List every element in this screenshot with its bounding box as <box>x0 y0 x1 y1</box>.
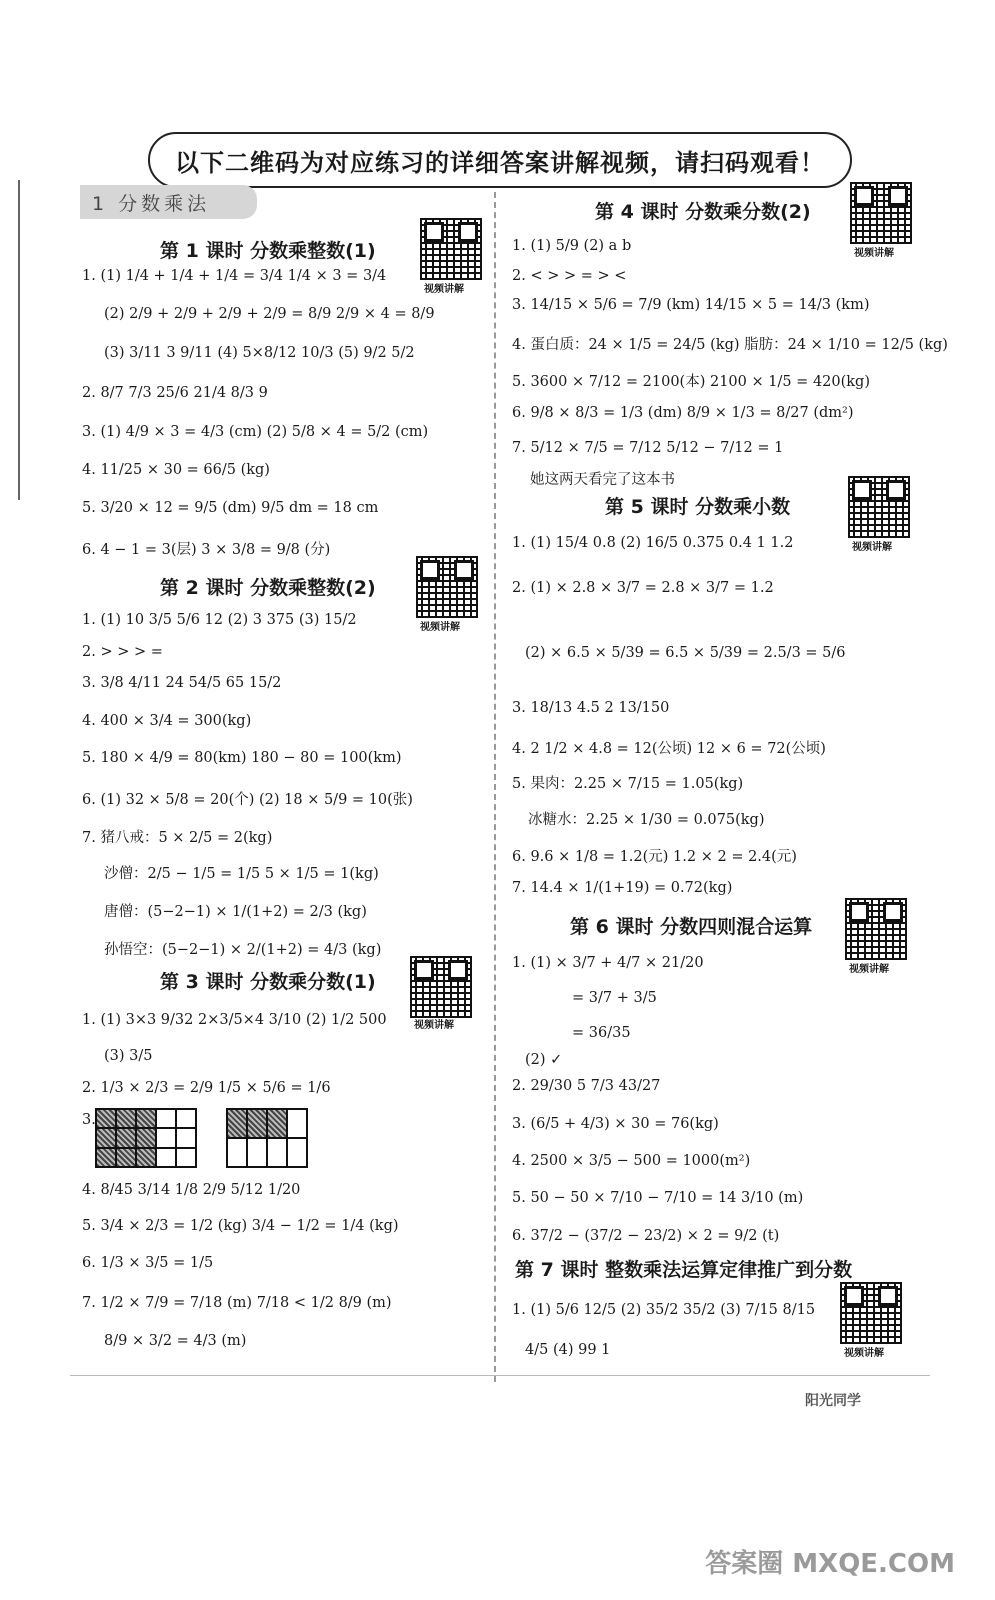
lesson-title-4: 第 4 课时 分数乘分数(2) <box>595 201 811 223</box>
answer-line: 2. (1) × 2.8 × 3/7 = 2.8 × 3/7 = 1.2 <box>512 580 774 596</box>
answer-line: 5. 果肉：2.25 × 7/15 = 1.05(kg) <box>512 776 744 792</box>
answer-line: 1. (1) 1/4 + 1/4 + 1/4 = 3/4 1/4 × 3 = 3/4 <box>82 268 387 284</box>
qr-label: 视频讲解 <box>849 964 889 975</box>
banner: 以下二维码为对应练习的详细答案讲解视频，请扫码观看！ <box>148 132 852 188</box>
qr-code-icon[interactable] <box>420 218 482 280</box>
answer-line: 4/5 (4) 99 1 <box>525 1342 611 1358</box>
lesson-title-7: 第 7 课时 整数乘法运算定律推广到分数 <box>515 1259 853 1281</box>
answer-line: 她这两天看完了这本书 <box>530 472 675 488</box>
answer-line: 4. 2 1/2 × 4.8 = 12(公顷) 12 × 6 = 72(公顷) <box>512 741 826 757</box>
answer-line: 6. 37/2 − (37/2 − 23/2) × 2 = 9/2 (t) <box>512 1228 780 1244</box>
answer-line: 2. 8/7 7/3 25/6 21/4 8/3 9 <box>82 385 268 401</box>
qr-code-icon[interactable] <box>416 556 478 618</box>
answer-line: 3. (1) 4/9 × 3 = 4/3 (cm) (2) 5/8 × 4 = 5/2 (cm) <box>82 424 429 440</box>
lesson-title-6: 第 6 课时 分数四则混合运算 <box>570 916 813 938</box>
answer-line: 5. 180 × 4/9 = 80(km) 180 − 80 = 100(km) <box>82 750 402 766</box>
column-divider <box>494 192 496 1382</box>
qr-label: 视频讲解 <box>844 1348 884 1359</box>
answer-line: 5. 3600 × 7/12 = 2100(本) 2100 × 1/5 = 420(kg) <box>512 374 870 390</box>
qr-label: 视频讲解 <box>854 248 894 259</box>
answer-line: 7. 1/2 × 7/9 = 7/18 (m) 7/18 < 1/2 8/9 (m) <box>82 1295 392 1311</box>
shaded-grid-1 <box>95 1108 197 1168</box>
answer-line: 4. 2500 × 3/5 − 500 = 1000(m²) <box>512 1153 751 1169</box>
answer-line: 4. 400 × 3/4 = 300(kg) <box>82 713 252 729</box>
answer-line: 孙悟空：(5−2−1) × 2/(1+2) = 4/3 (kg) <box>104 942 382 958</box>
answer-line: 2. > > > = <box>82 644 163 660</box>
qr-label: 视频讲解 <box>852 542 892 553</box>
answer-line: (2) × 6.5 × 5/39 = 6.5 × 5/39 = 2.5/3 = 5/6 <box>525 645 846 661</box>
footer-divider <box>70 1375 930 1376</box>
answer-line: 5. 50 − 50 × 7/10 − 7/10 = 14 3/10 (m) <box>512 1190 804 1206</box>
shaded-grid-2 <box>226 1108 308 1168</box>
answer-line: 7. 猪八戒：5 × 2/5 = 2(kg) <box>82 830 273 846</box>
answer-line: 6. (1) 32 × 5/8 = 20(个) (2) 18 × 5/9 = 10(张) <box>82 792 413 808</box>
unit-title: 1 分数乘法 <box>80 185 257 219</box>
qr-code-icon[interactable] <box>845 898 907 960</box>
answer-line: 8/9 × 3/2 = 4/3 (m) <box>104 1333 247 1349</box>
binding-mark <box>18 180 22 500</box>
answer-line: 唐僧：(5−2−1) × 1/(1+2) = 2/3 (kg) <box>104 904 367 920</box>
answer-line: (2) 2/9 + 2/9 + 2/9 + 2/9 = 8/9 2/9 × 4 = 8/9 <box>104 306 435 322</box>
answer-line: 7. 5/12 × 7/5 = 7/12 5/12 − 7/12 = 1 <box>512 440 784 456</box>
answer-line: 1. (1) 3×3 9/32 2×3/5×4 3/10 (2) 1/2 500 <box>82 1012 387 1028</box>
brand-logo: 阳光同学 <box>805 1393 861 1409</box>
answer-line: 3. 14/15 × 5/6 = 7/9 (km) 14/15 × 5 = 14/3 (km) <box>512 297 870 313</box>
answer-line: (3) 3/11 3 9/11 (4) 5×8/12 10/3 (5) 9/2 5/2 <box>104 345 415 361</box>
qr-code-icon[interactable] <box>840 1282 902 1344</box>
answer-line: 3. 18/13 4.5 2 13/150 <box>512 700 670 716</box>
lesson-title-3: 第 3 课时 分数乘分数(1) <box>160 971 376 993</box>
answer-line: 4. 11/25 × 30 = 66/5 (kg) <box>82 462 270 478</box>
answer-line: 3. <box>82 1112 96 1128</box>
qr-code-icon[interactable] <box>410 956 472 1018</box>
lesson-title-5: 第 5 课时 分数乘小数 <box>605 496 791 518</box>
answer-line: (3) 3/5 <box>104 1048 153 1064</box>
qr-code-icon[interactable] <box>850 182 912 244</box>
answer-line: 4. 蛋白质：24 × 1/5 = 24/5 (kg) 脂肪：24 × 1/10 = 12/5 (kg) <box>512 337 948 353</box>
answer-line: 6. 1/3 × 3/5 = 1/5 <box>82 1255 214 1271</box>
answer-line: 2. 1/3 × 2/3 = 2/9 1/5 × 5/6 = 1/6 <box>82 1080 331 1096</box>
answer-line: 2. 29/30 5 7/3 43/27 <box>512 1078 661 1094</box>
answer-line: = 36/35 <box>572 1025 631 1041</box>
answer-line: 6. 4 − 1 = 3(层) 3 × 3/8 = 9/8 (分) <box>82 542 331 558</box>
answer-line: 冰糖水：2.25 × 1/30 = 0.075(kg) <box>528 812 765 828</box>
answer-line: 6. 9/8 × 8/3 = 1/3 (dm) 8/9 × 1/3 = 8/27 (dm²) <box>512 405 854 421</box>
answer-line: 1. (1) 15/4 0.8 (2) 16/5 0.375 0.4 1 1.2 <box>512 535 794 551</box>
answer-line: 3. 3/8 4/11 24 54/5 65 15/2 <box>82 675 282 691</box>
answer-line: (2) ✓ <box>525 1052 563 1068</box>
site-watermark: 答案圈 MXQE.COM <box>705 1548 955 1579</box>
answer-line: 3. (6/5 + 4/3) × 30 = 76(kg) <box>512 1116 719 1132</box>
answer-line: 1. (1) 5/6 12/5 (2) 35/2 35/2 (3) 7/15 8/15 <box>512 1302 816 1318</box>
qr-label: 视频讲解 <box>420 622 460 633</box>
answer-line: 7. 14.4 × 1/(1+19) = 0.72(kg) <box>512 880 733 896</box>
answer-line: = 3/7 + 3/5 <box>572 990 657 1006</box>
answer-line: 1. (1) 10 3/5 5/6 12 (2) 3 375 (3) 15/2 <box>82 612 357 628</box>
qr-code-icon[interactable] <box>848 476 910 538</box>
answer-line: 沙僧：2/5 − 1/5 = 1/5 5 × 1/5 = 1(kg) <box>104 866 379 882</box>
lesson-title-2: 第 2 课时 分数乘整数(2) <box>160 577 376 599</box>
answer-line: 4. 8/45 3/14 1/8 2/9 5/12 1/20 <box>82 1182 301 1198</box>
qr-label: 视频讲解 <box>424 284 464 295</box>
answer-line: 1. (1) 5/9 (2) a b <box>512 238 632 254</box>
answer-line: 2. < > > = > < <box>512 268 627 284</box>
qr-label: 视频讲解 <box>414 1020 454 1031</box>
answer-line: 6. 9.6 × 1/8 = 1.2(元) 1.2 × 2 = 2.4(元) <box>512 849 797 865</box>
answer-line: 1. (1) × 3/7 + 4/7 × 21/20 <box>512 955 704 971</box>
answer-line: 5. 3/20 × 12 = 9/5 (dm) 9/5 dm = 18 cm <box>82 500 379 516</box>
answer-line: 5. 3/4 × 2/3 = 1/2 (kg) 3/4 − 1/2 = 1/4 (kg) <box>82 1218 399 1234</box>
lesson-title-1: 第 1 课时 分数乘整数(1) <box>160 240 376 262</box>
